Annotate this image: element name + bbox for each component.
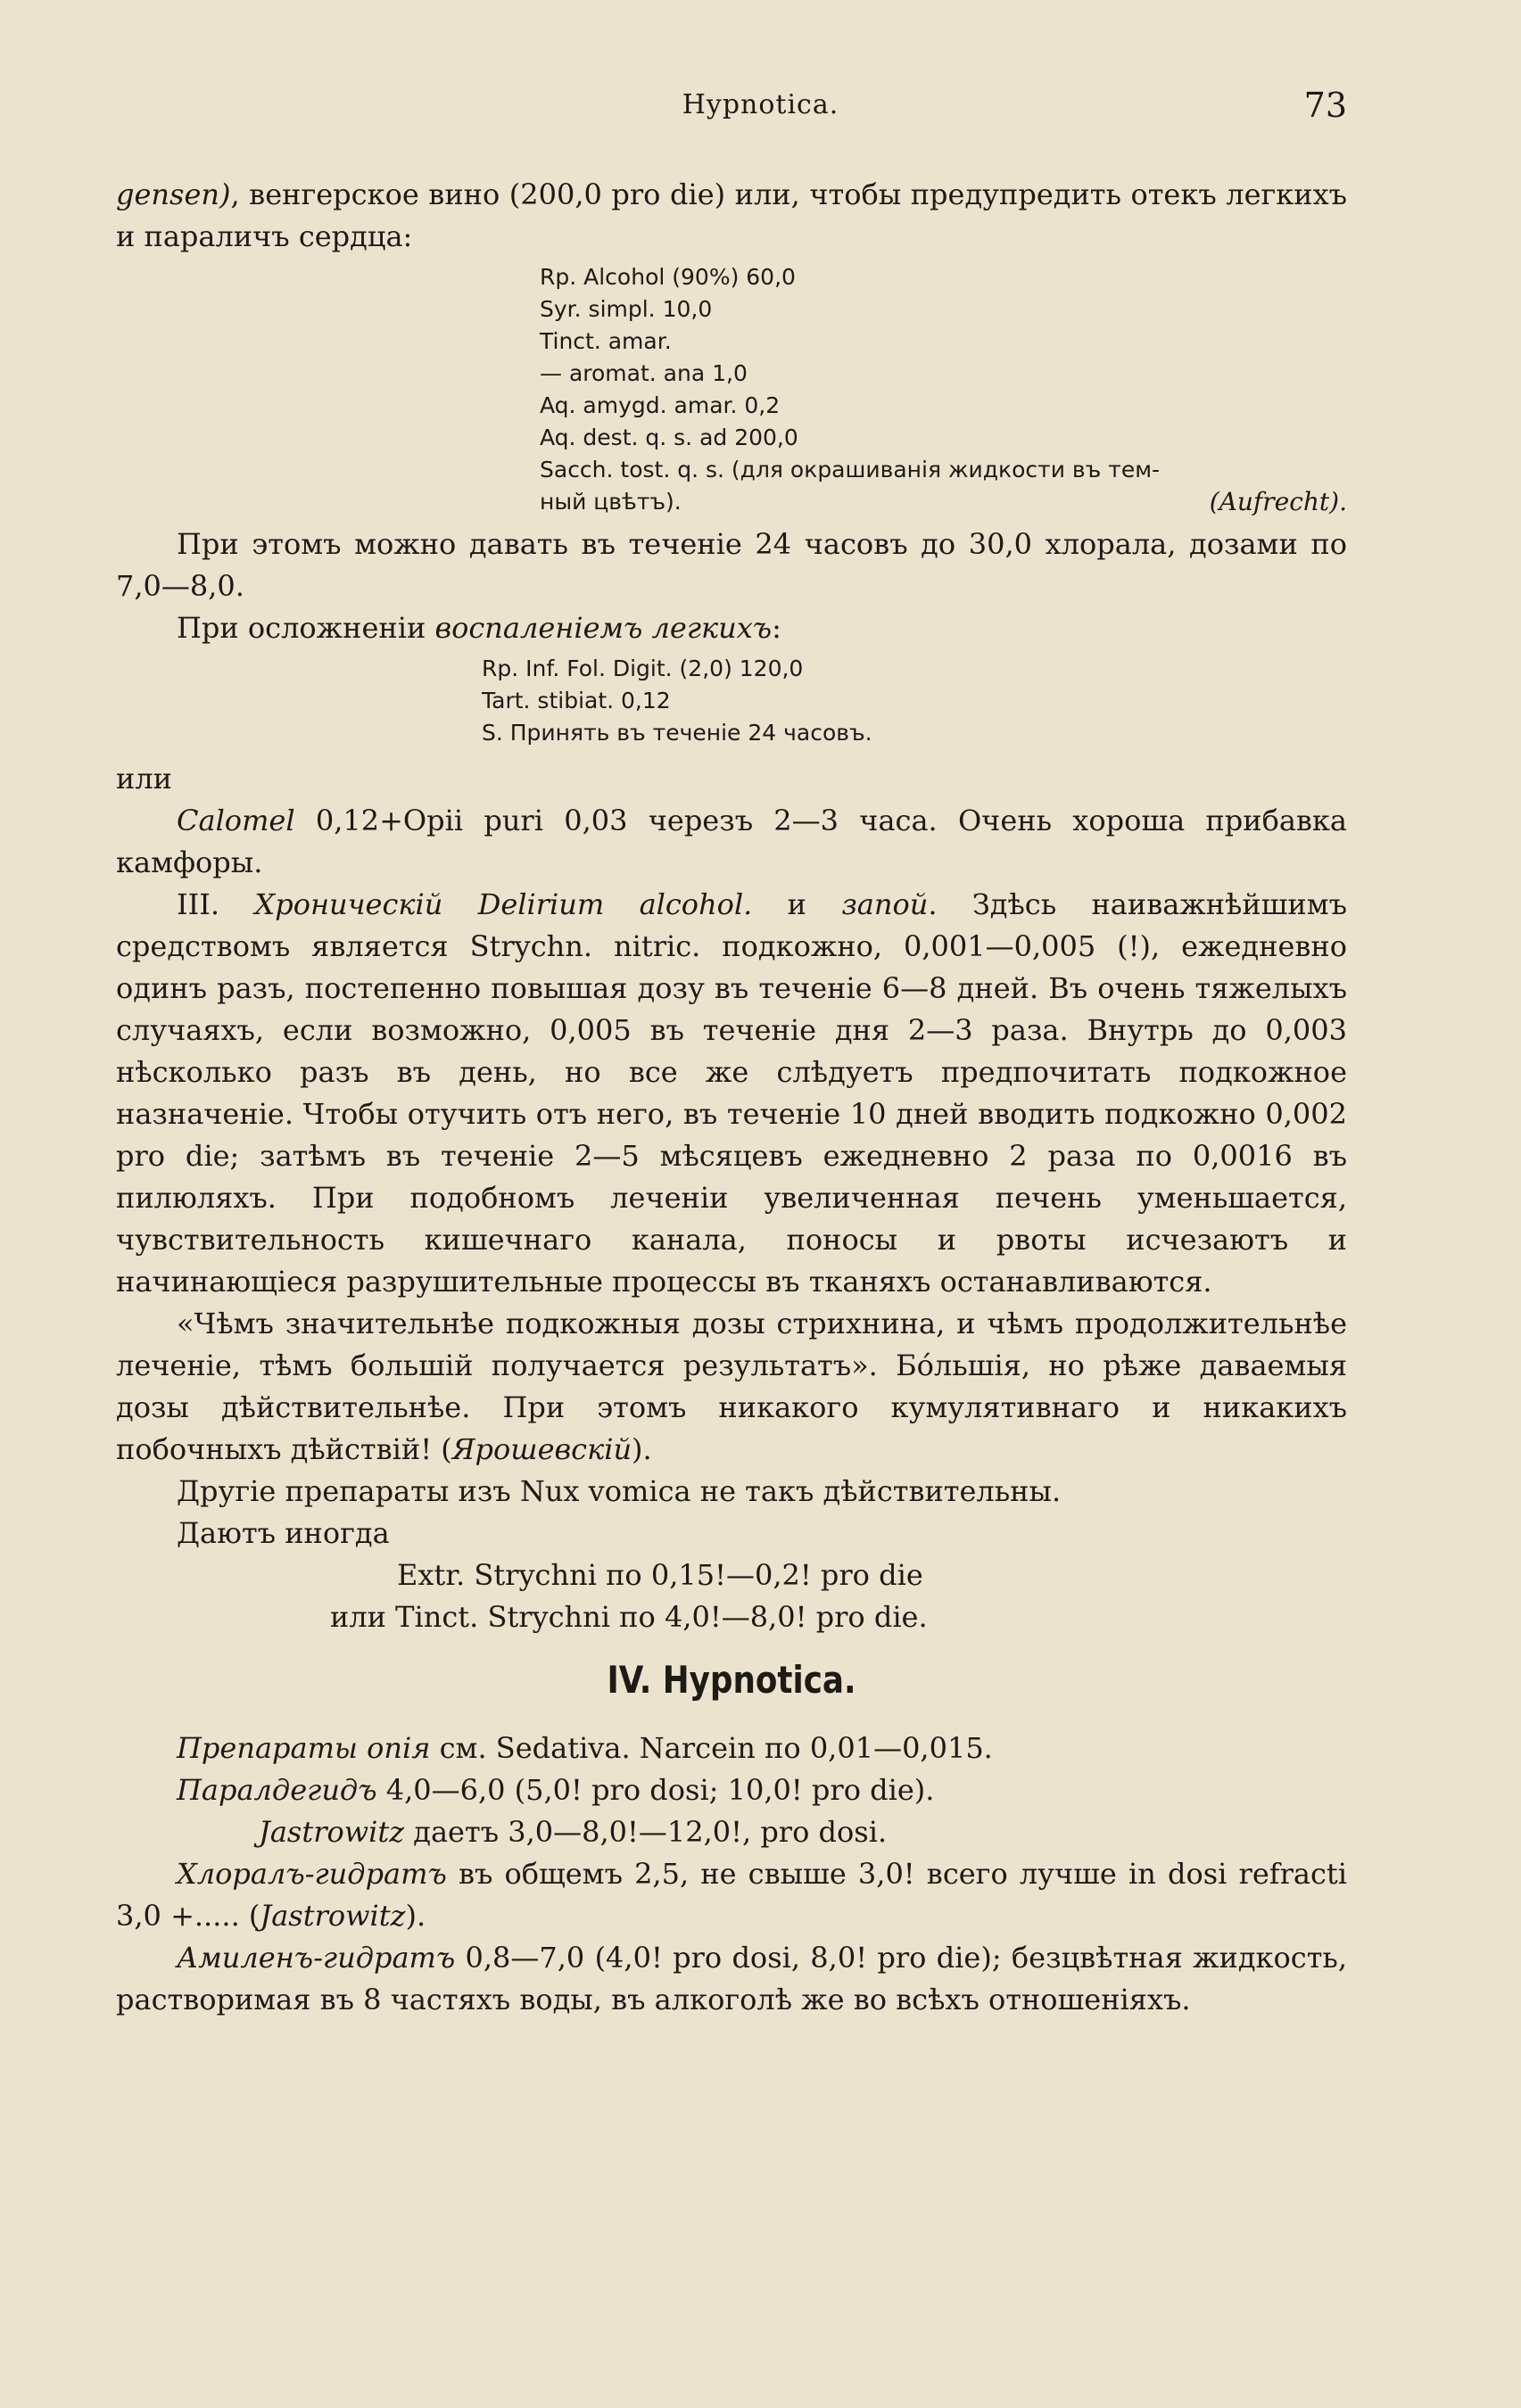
paragraph-chloral-dose: При этомъ можно давать въ теченіе 24 часовъ до 30,0 хлорала, дозами по 7,0—8,0. [116,527,1347,603]
page-number: 73 [1303,86,1347,125]
entry-opium [116,1728,1347,1769]
entry-text: см. Sedativa. Narcein по 0,01—0,015. [430,1731,993,1765]
paragraph-text: , венгерское вино (200,0 pro die) или, чтобы предупредить отекъ легкихъ и параличъ сердца: [116,177,1347,253]
section-number: III. [177,887,255,921]
paragraph-wine [116,174,1347,258]
drug-name: Calomel [177,804,295,837]
entry-term: Хлоралъ-гидратъ [177,1857,447,1891]
emphasis-binge: запой [841,887,929,921]
entry-author: Jastrowitz [260,1899,406,1933]
page-body [116,174,1347,2021]
recipe-line: Tart. stibiat. 0,12 [482,688,671,713]
entry-term: Препараты опія [177,1731,431,1765]
section-heading: IV. Hypnotica. [607,1658,856,1702]
recipe-line: Aq. dest. q. s. ad 200,0 [540,425,798,450]
paragraph-pneumonia [116,607,1347,649]
recipe-line: ный цвѣтъ). [540,489,682,515]
dose-extract: Extr. Strychni по 0,15!—0,2! pro die [397,1558,923,1592]
author-name: Ярошевскій [451,1432,632,1466]
emphasis-pneumonia: воспаленіемъ легкихъ [434,611,773,645]
paragraph-text: «Чѣмъ значительнѣе подкожныя дозы стрихнина, и чѣмъ продолжительнѣе леченіе, тѣмъ большій получается результатъ». Бо́льшія, но рѣже даваемыя дозы дѣйствительнѣе. При этомъ никакого кумулятивнаго и никакихъ побочныхъ дѣйствій! ( [116,1307,1347,1466]
recipe-line: Tinct. amar. [540,328,672,354]
paragraph-text: 0,12+Opii puri 0,03 черезъ 2—3 часа. Очень хороша прибавка камфоры. [116,804,1347,879]
recipe-alcohol [540,261,1347,518]
dose-tincture: или Tinct. Strychni по 4,0!—8,0! pro die. [330,1600,928,1634]
recipe-line: Aq. amygd. amar. 0,2 [540,392,781,418]
recipe-digitalis [482,653,1347,749]
recipe-last-line [540,486,1347,518]
entry-chloral-hydrate [116,1853,1347,1937]
paragraph-text: ). [632,1432,652,1466]
entry-text: даетъ 3,0—8,0!—12,0!, pro dosi. [404,1815,888,1849]
entry-paraldehyde [116,1769,1347,1811]
recipe-line: Rp. Inf. Fol. Digit. (2,0) 120,0 [482,656,804,681]
entry-author: Jastrowitz [259,1815,405,1849]
entry-text: ). [405,1899,426,1933]
recipe-line: Sacch. tost. q. s. (для окрашиванія жидкости въ тем- [540,457,1161,482]
entry-term: Паралдегидъ [177,1773,377,1807]
recipe-line: S. Принять въ теченіе 24 часовъ. [482,720,872,746]
paragraph-text: . Здѣсь наиважнѣйшимъ средствомъ является Strychn. nitric. подкожно, 0,001—0,005 (!), ежедневно одинъ разъ, постепенно повышая дозу въ теченіе 6—8 дней. Въ очень тяжелыхъ случаяхъ, если возможно, 0,005 въ теченіе дня 2—3 раза. Внутрь до 0,003 нѣсколько разъ въ день, но все же слѣдуетъ предпочитать подкожное назначеніе. Чтобы отучить отъ него, въ теченіе 10 дней вводить подкожно 0,002 pro die; затѣмъ въ теченіе 2—5 мѣсяцевъ ежедневно 2 раза по 0,0016 въ пилюляхъ. При подобномъ леченіи увеличенная печень уменьшается, чувствительность кишечнаго канала, поносы и рвоты исчезаютъ и начинающіеся разрушительные процессы въ тканяхъ останавливаются. [116,887,1347,1299]
paragraph-delirium [116,884,1347,1303]
paragraph-text: и [752,887,842,921]
entry-text: въ общемъ 2,5, не свыше 3,0! всего лучше in dosi refracti 3,0 +..... ( [116,1857,1347,1933]
entry-amylene-hydrate [116,1937,1347,2021]
paragraph-strychnine-quote [116,1303,1347,1471]
recipe-author: (Aufrecht). [1209,487,1347,516]
running-title: Hypnotica. [682,89,839,120]
paragraph-text: При осложненіи [177,611,435,645]
paragraph-text: : [772,611,781,645]
recipe-line: Syr. simpl. 10,0 [540,296,713,322]
entry-text: 4,0—6,0 (5,0! pro dosi; 10,0! pro die). [376,1773,935,1807]
author-fragment: gensen) [116,177,231,211]
entry-jastrowitz [259,1811,1347,1853]
entry-text: 0,8—7,0 (4,0! pro dosi, 8,0! pro die); безцвѣтная жидкость, растворимая въ 8 частяхъ воды, въ алкоголѣ же во всѣхъ отношеніяхъ. [116,1941,1347,2016]
page-header [0,86,1521,134]
recipe-line: — aromat. ana 1,0 [540,360,748,386]
paragraph-sometimes: Даютъ иногда [177,1516,390,1550]
entry-term: Амиленъ-гидратъ [177,1941,456,1975]
paragraph-calomel [116,800,1347,884]
recipe-line: Rp. Alcohol (90%) 60,0 [540,264,796,290]
paragraph-nux-vomica: Другіе препараты изъ Nux vomica не такъ дѣйствительны. [177,1474,1062,1508]
emphasis-delirium: Хроническій Delirium alcohol. [254,887,753,921]
or-word: или [116,762,172,796]
